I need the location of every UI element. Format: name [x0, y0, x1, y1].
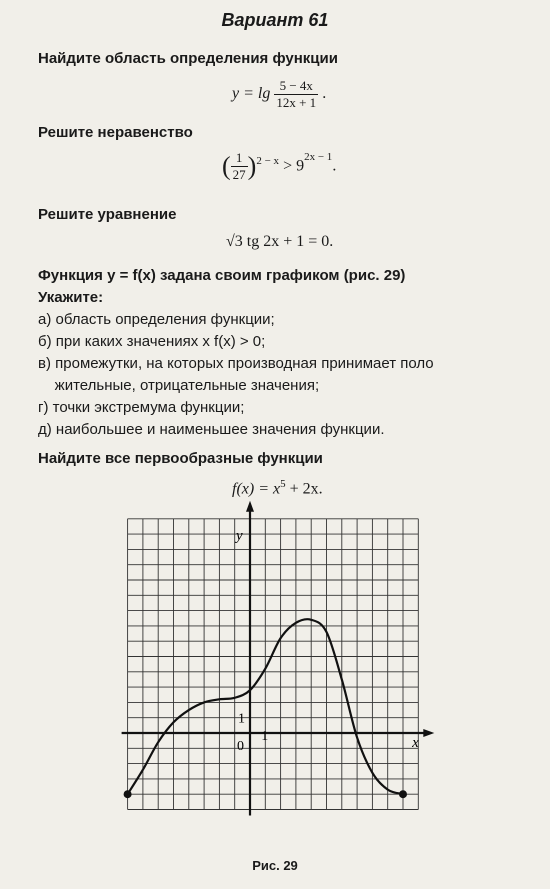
task4-line2: Укажите: — [38, 289, 104, 306]
task2-heading: Решите неравенство — [38, 124, 193, 141]
task3-equation: √3 tg 2x + 1 = 0. — [226, 233, 334, 250]
task2-exp-left: 2 − x — [256, 154, 280, 167]
right-endpoint — [399, 790, 407, 798]
task1-numerator: 5 − 4x — [279, 78, 313, 93]
task4-item-c: в) промежутки, на которых производная принимает поло — [38, 355, 434, 372]
task2-rel: > 9 — [283, 157, 305, 175]
x-axis-arrow — [423, 729, 434, 737]
task4-item-c-cont: жительные, отрицательные значения; — [38, 377, 320, 394]
task2-base-fraction — [231, 150, 248, 183]
task5-formula — [232, 478, 323, 498]
left-endpoint — [124, 790, 132, 798]
task3-heading: Решите уравнение — [38, 206, 177, 223]
task4-item-a: а) область определения функции; — [38, 311, 275, 328]
task2-exp-right: 2x − 1 — [304, 151, 333, 164]
task1-fraction — [274, 78, 318, 111]
graph-grid — [128, 519, 419, 810]
task4-line1: Функция y = f(x) задана своим графиком (рис. 29) — [38, 267, 406, 284]
task1-formula — [232, 78, 326, 111]
task4-item-b: б) при каких значениях x f(x) > 0; — [38, 333, 266, 350]
task2-base-num: 1 — [235, 150, 243, 165]
task5-heading: Найдите все первообразные функции — [38, 450, 323, 467]
x-axis-label: x — [412, 734, 419, 751]
y-tick-label-1: 1 — [238, 711, 245, 727]
task4-item-e: д) наибольшее и наименьшее значения функции. — [38, 421, 385, 438]
task2-end: . — [332, 157, 337, 175]
origin-label: 0 — [237, 738, 244, 754]
task4-item-d: г) точки экстремума функции; — [38, 399, 245, 416]
x-tick-label-1: 1 — [261, 728, 269, 744]
task5-rhs: + 2x. — [285, 480, 323, 498]
figure-caption: Рис. 29 — [252, 858, 298, 873]
task5-lhs: f(x) = x — [232, 480, 281, 498]
task1-heading: Найдите область определения функции — [38, 50, 338, 67]
y-axis-label: y — [236, 528, 243, 545]
task1-lhs: y = lg — [232, 85, 271, 103]
task1-end: . — [322, 85, 327, 103]
function-graph — [0, 500, 550, 860]
task5-exp: 5 — [280, 478, 286, 490]
task2-base-den: 27 — [232, 167, 246, 182]
task2-formula: ( $\frac{1}{27}$ )$^{2 - x} > 9^{2x - 1}$. — [222, 150, 337, 182]
task1-denominator: 12x + 1 — [276, 95, 317, 110]
y-axis-arrow — [246, 501, 254, 512]
variant-title: Вариант 61 — [221, 10, 329, 30]
